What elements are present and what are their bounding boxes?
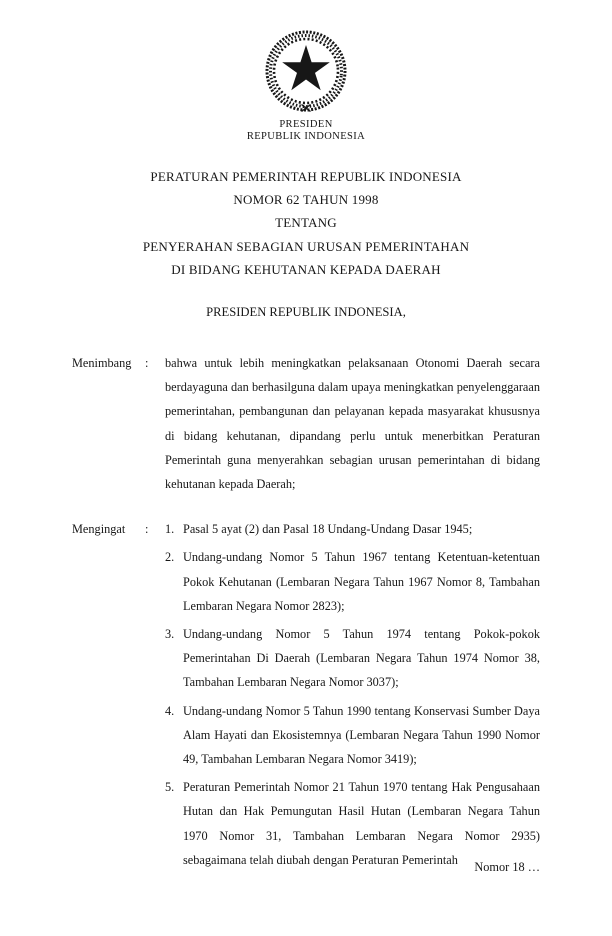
- list-item-number: 4.: [165, 703, 175, 718]
- title-line-tentang: TENTANG: [275, 215, 337, 231]
- agency-line-presiden: PRESIDEN: [279, 119, 333, 130]
- list-item: [165, 622, 540, 695]
- list-item-text: Undang-undang Nomor 5 Tahun 1974 tentang Pokok-pokok Pemerintahan Di Daerah (Lembaran Negara Tahun 1974 Nomor 38, Tambahan Lembaran Negara Nomor 3037);: [183, 627, 540, 690]
- list-item-number: 3.: [165, 627, 175, 642]
- section-colon: :: [145, 356, 149, 371]
- list-item: [165, 545, 540, 618]
- list-item-number: 5.: [165, 780, 175, 795]
- title-line-number: NOMOR 62 TAHUN 1998: [233, 192, 379, 208]
- list-item: [165, 517, 540, 541]
- list-item-number: 1.: [165, 522, 175, 537]
- list-item-text: Undang-undang Nomor 5 Tahun 1990 tentang Konservasi Sumber Daya Alam Hayati dan Ekosistemnya (Lembaran Negara Tahun 1990 Nomor 49, Tambahan Lembaran Negara Nomor 3419);: [183, 703, 540, 767]
- list-item: [165, 775, 540, 872]
- salutation: PRESIDEN REPUBLIK INDONESIA,: [206, 305, 406, 320]
- wreath-knot-icon: [302, 105, 311, 112]
- section-label-menimbang: Menimbang: [72, 356, 132, 371]
- section-menimbang: [72, 351, 540, 496]
- catchword: Nomor 18 …: [474, 860, 540, 874]
- list-item-text: Peraturan Pemerintah Nomor 21 Tahun 1970 tentang Hak Pengusahaan Hutan dan Hak Pemungutan Hasil Hutan (Lembaran Negara Tahun 1970 Nomor 31, Tambahan Lembaran Negara Nomor 2935) sebagaimana telah diubah dengan Peraturan Pemerintah: [183, 780, 540, 867]
- title-line-subject-1: PENYERAHAN SEBAGIAN URUSAN PEMERINTAHAN: [142, 238, 470, 254]
- list-item-text: Undang-undang Nomor 5 Tahun 1967 tentang Ketentuan-ketentuan Pokok Kehutanan (Lembaran Negara Tahun 1967 Nomor 8, Tambahan Lembaran Negara Nomor 2823);: [183, 550, 540, 613]
- section-mengingat: [72, 517, 540, 872]
- document-body: [0, 351, 612, 872]
- section-colon: :: [145, 522, 149, 537]
- presidential-seal-icon: [261, 30, 351, 114]
- list-item: [165, 699, 540, 772]
- list-item-number: 2.: [165, 550, 175, 565]
- star-icon: [282, 45, 330, 90]
- agency-line-republik: REPUBLIK INDONESIA: [246, 130, 366, 142]
- document-header: [0, 0, 612, 142]
- title-line-subject-2: DI BIDANG KEHUTANAN KEPADA DAERAH: [171, 261, 441, 277]
- list-item-text: Pasal 5 ayat (2) dan Pasal 18 Undang-Undang Dasar 1945;: [183, 522, 473, 537]
- section-label-mengingat: Mengingat: [72, 522, 126, 537]
- menimbang-paragraph: bahwa untuk lebih meningkatkan pelaksanaan Otonomi Daerah secara berdayaguna dan berhasilguna dalam upaya meningkatkan penyelenggaraan pemerintahan, pembangunan dan pelayanan kepada masyarakat khususnya di bidang kehutanan, dipandang perlu untuk menerbitkan Peraturan Pemerintah guna menyerahkan sebagian urusan pemerintahan di bidang kehutanan kepada Daerah;: [165, 356, 540, 492]
- title-line-1: PERATURAN PEMERINTAH REPUBLIK INDONESIA: [150, 169, 462, 184]
- regulation-title: [0, 165, 612, 281]
